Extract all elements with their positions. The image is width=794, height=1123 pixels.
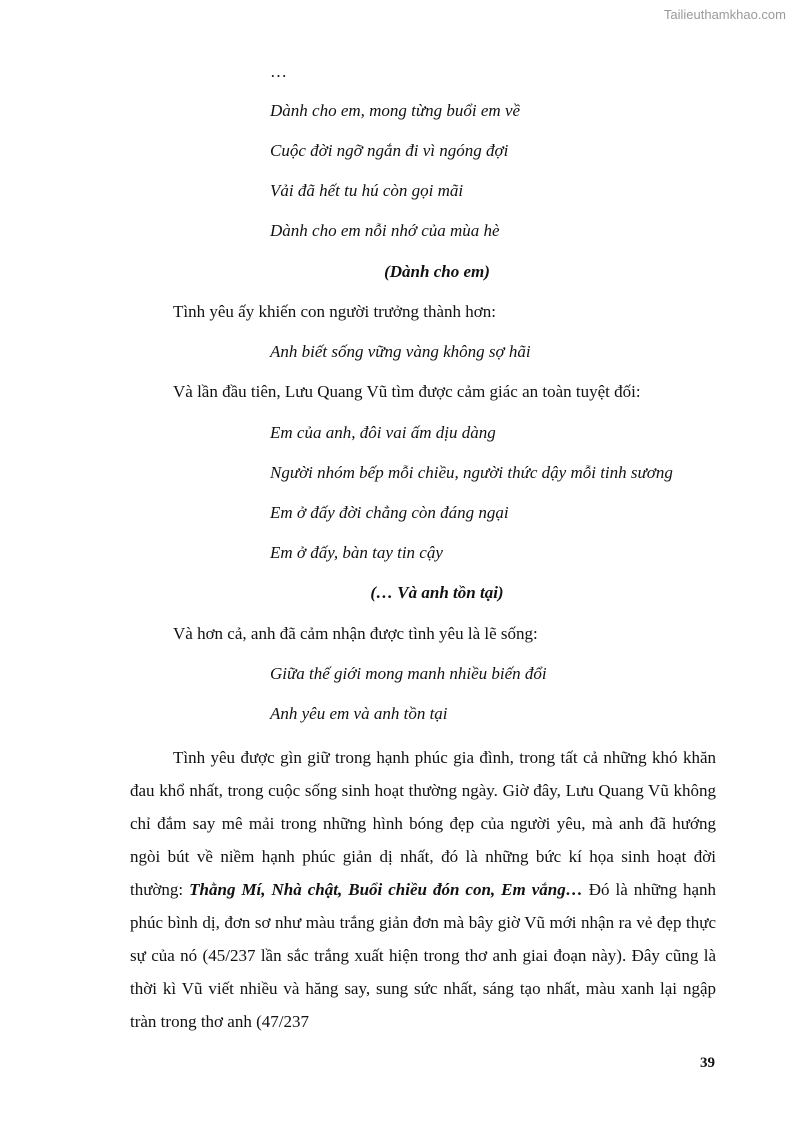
verse-line: Dành cho em, mong từng buổi em về — [270, 101, 521, 120]
body-paragraph — [130, 741, 716, 1038]
page-number: 39 — [700, 1055, 715, 1071]
prose-line: Tình yêu ấy khiến con người trưởng thành hơn: — [173, 302, 497, 321]
verse-line: Dành cho em nỗi nhớ của mùa hè — [270, 221, 500, 240]
verse-line: Giữa thế giới mong manh nhiều biến đổi — [270, 664, 547, 683]
poem-credit: (… Và anh tồn tại) — [370, 583, 504, 602]
verse-line: Em ở đấy đời chẳng còn đáng ngại — [270, 503, 509, 522]
paragraph-text: Tình yêu được gìn giữ trong hạnh phúc gia đình, trong tất cả những khó khăn đau khổ nhất, trong cuộc sống sinh hoạt thường ngày. Giờ đây, Lưu Quang Vũ không chỉ đắm say mê mải trong những hình bóng đẹp của người yêu, mà anh đã hướng ngòi bút về niềm hạnh phúc giản dị nhất, đó là những bức kí họa sinh hoạt đời thường: — [130, 748, 716, 899]
verse-line: Vải đã hết tu hú còn gọi mãi — [270, 181, 464, 200]
verse-line: Em của anh, đôi vai ấm dịu dàng — [270, 423, 496, 442]
verse-line: Cuộc đời ngỡ ngắn đi vì ngóng đợi — [270, 141, 509, 160]
verse-line: Em ở đấy, bàn tay tin cậy — [270, 543, 443, 562]
verse-line: Anh yêu em và anh tồn tại — [270, 704, 448, 723]
paragraph-text: Đó là những hạnh phúc bình dị, đơn sơ như màu trắng giản đơn mà bây giờ Vũ mới nhận ra vẻ đẹp thực sự của nó (45/237 lần sắc trắng xuất hiện trong thơ anh giai đoạn này). Đây cũng là thời kì Vũ viết nhiều và hăng say, sung sức nhất, sáng tạo nhất, màu xanh lại ngập tràn trong thơ anh (47/237 — [130, 880, 717, 1031]
poem-credit: (Dành cho em) — [384, 262, 490, 281]
prose-line: Và lần đầu tiên, Lưu Quang Vũ tìm được cảm giác an toàn tuyệt đối: — [173, 382, 641, 401]
work-titles: Thằng Mí, Nhà chật, Buổi chiều đón con, Em vắng… — [189, 880, 583, 899]
watermark: Tailieuthamkhao.com — [663, 7, 786, 22]
prose-line: Và hơn cả, anh đã cảm nhận được tình yêu là lẽ sống: — [173, 624, 538, 643]
verse-line: Anh biết sống vững vàng không sợ hãi — [270, 342, 531, 361]
ellipsis: … — [270, 62, 287, 81]
verse-line: Người nhóm bếp mỗi chiều, người thức dậy mỗi tinh sương — [270, 463, 673, 482]
